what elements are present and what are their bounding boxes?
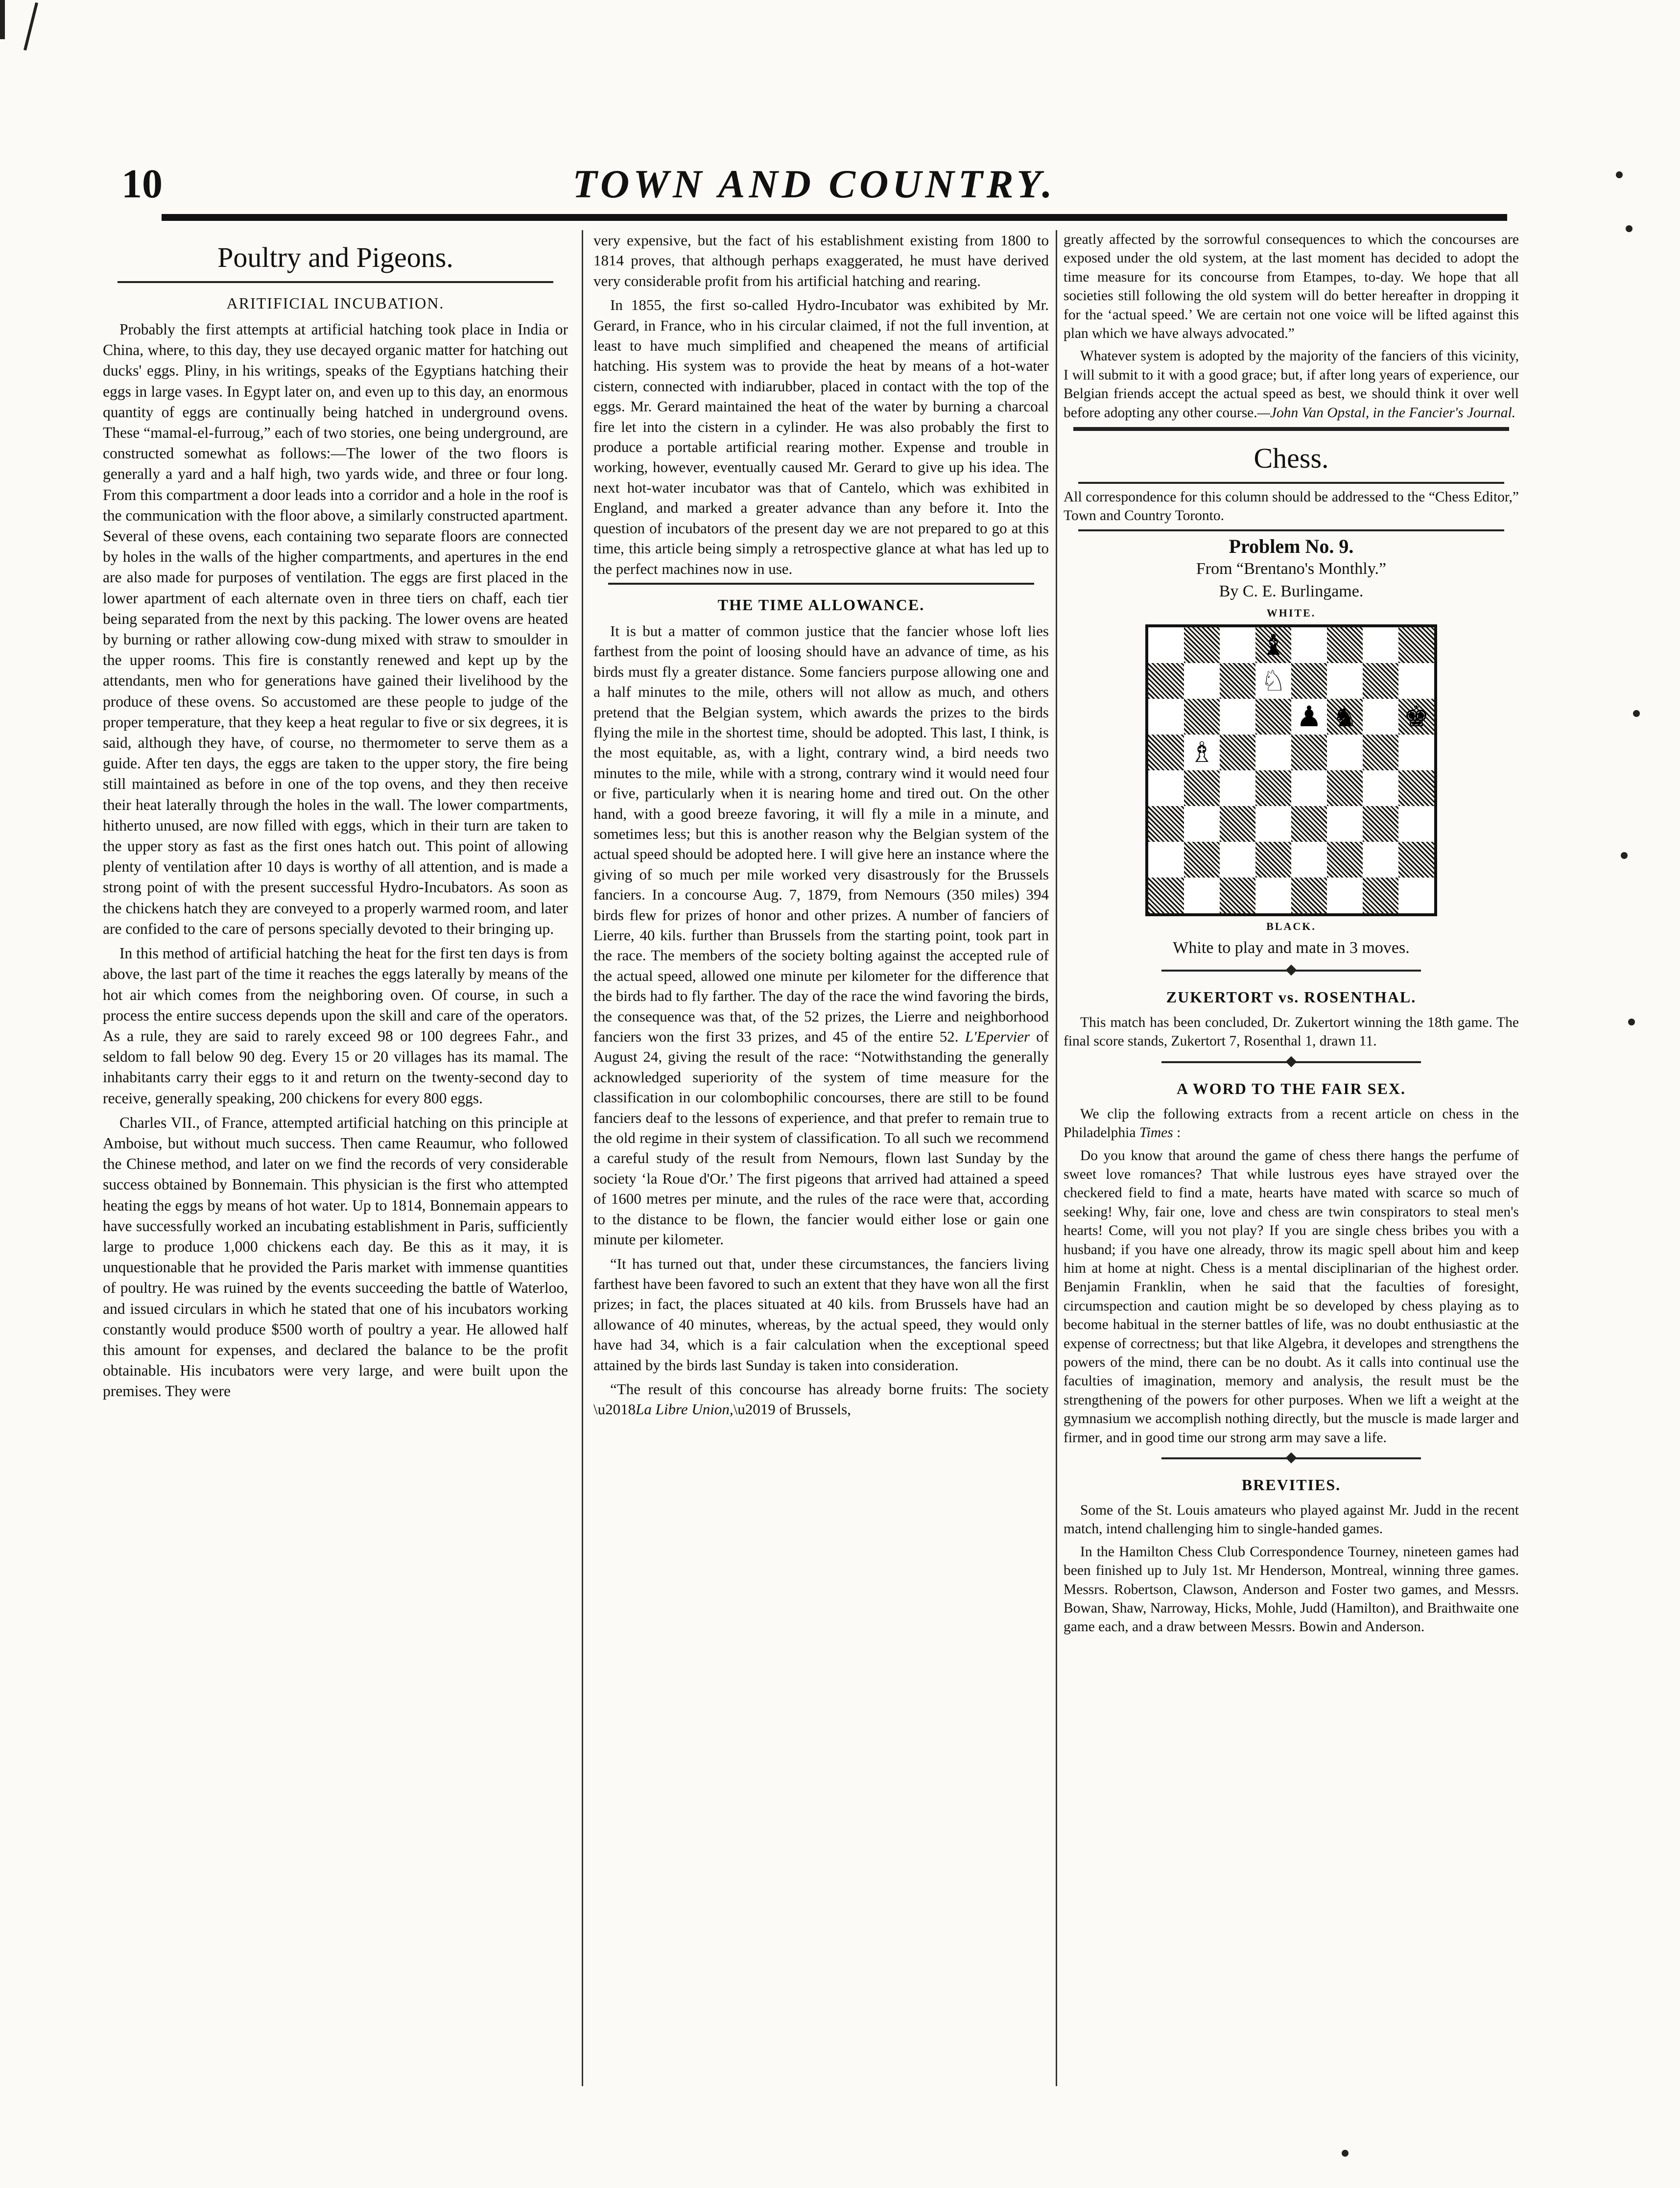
board-square [1398, 663, 1434, 699]
paragraph-text: It is but a matter of common justice that the fancier whose loft lies farthest from the point of loosing should have an advance of time, as his birds must fly a greater distance. Some fanciers purpose allowing one and a half minutes to the mile, others will not allow as much, and others pretend that the Belgian system, which awards the prizes to the birds flying the mile in the shortest time, should be adopted. This last, I think, is the most equitable, as, with a light, contrary wind, a bird needs two minutes to the mile, while with a strong, contrary wind it would need four or five, particularly when it is nearing home and tired out. On the other hand, with a good breeze favoring, it will fly a mile in a minute, and sometimes less; but this is another reason why the Belgian system of the actual speed should be adopted here. I will give here an instance where the giving of so much per mile worked very disastrously for the Brussels fanciers. In a concourse Aug. 7, 1879, from Nemours (350 miles) 394 birds flew for prizes of honor and other prizes. A number of fanciers of Lierre, 40 kils. further than Brussels from the starting point, took part in the race. The members of the society bolting against the accepted rule of the actual speed, allowed one minute per kilometer for the difference that the birds had to fly farther. The day of the race the wind favoring the birds, the consequence was that, of the 52 prizes, the Lierre and neighborhood fanciers won the first 33 prizes, and 45 of the entire 52. [593, 622, 1049, 1046]
ornament-rule [1161, 1056, 1421, 1069]
column-divider [582, 230, 583, 2086]
masthead [121, 160, 1507, 214]
publication-name: Times [1139, 1125, 1173, 1141]
board-square [1291, 878, 1327, 913]
paragraph-text: Whatever system is adopted by the majority of the fanciers of this vicinity, I will submit to it with a good grace; but, if after long years of experience, our Belgian friends accept the actual speed as best, we should think it over well before adopting any other course. [1064, 348, 1519, 421]
board-square [1327, 627, 1363, 663]
board-square [1398, 770, 1434, 806]
white-side-label: WHITE. [1266, 606, 1316, 619]
board-square [1291, 770, 1327, 806]
article-paragraph: “The result of this concourse has already borne fruits: The society \u2018La Libre Union,\u2019 of Brussels, [593, 1380, 1049, 1418]
column-pigeons [593, 230, 1049, 2101]
brevity-item: In the Hamilton Chess Club Correspondence Tourney, nineteen games had been finished up to July 1st. Mr Henderson, Montreal, winning three games. Messrs. Robertson, Clawson, Anderson and Foster two games, and Messrs. Bowan, Shaw, Narroway, Hicks, Mohle, Judd (Hamilton), and Braithwaite one game each, and a draw between Messrs. Bowin and Anderson. [1064, 1544, 1519, 1635]
problem-title: Problem No. 9. [1229, 535, 1354, 557]
black-side-label: BLACK. [1266, 920, 1316, 932]
board-square [1327, 735, 1363, 770]
article-paragraph: Do you know that around the game of chess there hangs the perfume of sweet love romances? That while lustrous eyes have strayed over the checkered field to find a mate, hearts have mated with scarce so much of seeking! Why, fair one, love and chess are twin conspirators to steal men's hearts! Come, will you not play? If you are single chess bribes you with a husband; if you have one already, throw its magic spell about him and keep him at home at night. Chess is a mental disciplinarian of the highest order. Benjamin Franklin, when he said that the faculties of foresight, circumspection and caution might be so developed by chess playing as to become habitual in the sterner battles of life, was no doubt enthusiastic at the expense of correctness; but that like Algebra, it developes and strengthens the powers of the mind, there can be no doubt. As it calls into continual use the faculties of imagination, memory and analysis, the result must be the strengthening of the powers for other purposes. When we lift a weight at the gymnasium we accomplish nothing directly, but the muscle is made larger and firmer, and in good time our strong arm may save a life. [1064, 1147, 1519, 1446]
board-square [1184, 770, 1220, 806]
article-rule [608, 583, 1034, 585]
board-square [1220, 806, 1255, 842]
scan-corner-mark [0, 0, 44, 54]
match-text: This match has been concluded, Dr. Zukertort winning the 18th game. The final score stands, Zukertort 7, Rosenthal 1, drawn 11. [1064, 1014, 1519, 1049]
board-square [1255, 842, 1291, 878]
paragraph-text: “The result of this concourse has already borne fruits: The society [610, 1380, 1049, 1398]
scan-speck [1626, 225, 1633, 232]
board-square [1398, 806, 1434, 842]
article-paragraph: “It has turned out that, under these circumstances, the fanciers living farthest have been favored to such an extent that they have won all the first prizes; in fact, the places situated at 40 kils. from Brussels have had an allowance of 40 minutes, whereas, by the actual speed, they would only have had 34, which is a fair calculation when the exceptional speed attained by the birds last Sunday is taken into consideration. [593, 1255, 1049, 1374]
scan-speck [1621, 852, 1628, 859]
brevity-item: Some of the St. Louis amateurs who played against Mr. Judd in the recent match, intend challenging him to single-handed games. [1064, 1502, 1519, 1537]
article-paragraph: Charles VII., of France, attempted artificial hatching on this principle at Amboise, but without much success. Then came Reaumur, who followed the Chinese method, and later on we find the records of very considerable success obtained by Bonnemain. This physician is the first who attempted heating the eggs by means of hot water. Up to 1814, Bonnemain appears to have successfully worked an incubating establishment in Paris, sufficiently large to produce 1,000 chickens each day. Be this as it may, it is unquestionable that he provided the Paris market with immense quantities of poultry. He was ruined by the events succeeding the battle of Waterloo, and issued circulars in which he stated that one of his incubators working constantly would produce $500 worth of poultry a year. He allowed half this amount for expenses, and declared the balance to be the profit obtainable. His incubators were very large, and were built upon the premises. They were [103, 1114, 568, 1400]
ornament-rule [1161, 1452, 1421, 1465]
board-square [1148, 627, 1184, 663]
board-square [1255, 770, 1291, 806]
board-square [1148, 878, 1184, 913]
board-square [1148, 699, 1184, 735]
board-square [1291, 735, 1327, 770]
board-square [1363, 842, 1398, 878]
article-paragraph: In this method of artificial hatching the heat for the first ten days is from above, the last part of the time it reaches the eggs laterally by means of the hot air which comes from the neighboring oven. Of course, in such a process the entire success depends upon the skill and care of the operators. As a rule, they are said to rarely exceed 98 or 100 degrees Fahr., and seldom to fall below 90 deg. Every 15 or 20 villages has its mamal. The inhabitants carry their eggs to it and return on the twenty-second day to receive, generally speaking, 200 chickens for every 800 eggs. [103, 945, 568, 1107]
board-square [1255, 699, 1291, 735]
brevities-title: BREVITIES. [1241, 1476, 1341, 1494]
problem-author: By C. E. Burlingame. [1219, 582, 1364, 600]
board-square [1184, 806, 1220, 842]
article-paragraph: In 1855, the first so-called Hydro-Incubator was exhibited by Mr. Gerard, in France, who in his circular claimed, if not the full invention, at least to have much simplified and cheapened the means of artificial hatching. His system was to provide the heat by means of a hot-water cistern, connected with indiarubber, placed in contact with the top of the eggs. Mr. Gerard maintained the heat of the water by burning a charcoal fire let into the cistern in a cylinder. He was also probably the first to produce a portable artificial rearing mother. Expense and trouble in working, however, eventually caused Mr. Gerard to give up his idea. The next hot-water incubator was that of Cantelo, which was exhibited in England, and marked a greater advance than any before it. Into the question of incubators of the present day we are not prepared to go at this time, this article being simply a retrospective glance at what has led up to the perfect machines now in use. [593, 296, 1049, 577]
board-square [1363, 770, 1398, 806]
article-paragraph: greatly affected by the sorrowful consequences to which the concourses are exposed under the old system, at the last moment has decided to adopt the time measure for its concourse from Etampes, to-day. We hope that all societies still following the old system will do better hereafter in dropping it for the ‘actual speed.’ We are certain not one voice will be lifted against this plan which we have always advocated.” [1064, 232, 1519, 342]
board-square [1291, 806, 1327, 842]
chess-notice: All correspondence for this column should be addressed to the “Chess Editor,” Town and Country Toronto. [1064, 489, 1519, 524]
board-square [1327, 770, 1363, 806]
chess-problem-header [1064, 535, 1519, 603]
board-square [1184, 878, 1220, 913]
chess-section-title: Chess. [1254, 442, 1329, 475]
article-paragraph [593, 621, 1049, 1250]
board-square [1148, 770, 1184, 806]
newspaper-title: TOWN AND COUNTRY. [572, 162, 1056, 206]
article-paragraph: very expensive, but the fact of his establishment existing from 1800 to 1814 proves, that although perhaps exaggerated, he must have derived very considerable profit from his artificial hatching and rearing. [593, 232, 1049, 289]
board-square [1220, 735, 1255, 770]
chess-piece-icon: ♚ [1403, 699, 1429, 733]
section-rule [1078, 529, 1504, 531]
page-number: 10 [121, 161, 163, 207]
board-square [1148, 735, 1184, 770]
paragraph-text: of August 24, [593, 1028, 1049, 1066]
section-rule [1073, 427, 1509, 431]
board-square [1255, 806, 1291, 842]
board-square [1363, 806, 1398, 842]
section-rule [118, 281, 553, 283]
board-square [1327, 663, 1363, 699]
chess-piece-icon: ♟ [1296, 699, 1322, 733]
board-square [1148, 806, 1184, 842]
board-square [1327, 806, 1363, 842]
board-square [1220, 699, 1255, 735]
board-square [1220, 663, 1255, 699]
chess-piece-icon: ♞ [1332, 699, 1358, 733]
paragraph-text: : [1177, 1125, 1181, 1141]
board-square [1184, 842, 1220, 878]
article-title: THE TIME ALLOWANCE. [717, 595, 925, 614]
board-square [1220, 770, 1255, 806]
column-poultry [103, 230, 568, 2101]
board-square [1184, 699, 1220, 735]
paragraph-text: We clip the following extracts from a recent article on chess in the Philadelphia [1064, 1106, 1519, 1141]
article-signature: —John Van Opstal, in the Fancier's Journal. [1257, 404, 1516, 421]
column-divider [1056, 230, 1057, 2086]
board-square [1291, 842, 1327, 878]
article-paragraph: Probably the first attempts at artificial hatching took place in India or China, where, to this day, they use decayed organic matter for hatching out ducks' eggs. Pliny, in his writings, speaks of the Egyptians hatching their eggs in large vases. In Egypt later on, and even up to this day, an enormous quantity of eggs are continually being hatched in underground ovens. These “mamal-el-furroug,” each of two stories, one being underground, are constructed somewhat as follows:—The lower of the two floors is generally a yard and a half high, two yards wide, and three or four long. From this compartment a door leads into a corridor and a hole in the roof is the communication with the floor above, a similarly constructed apartment. Several of these ovens, each containing two separate floors are connected by holes in the walls of the higher compartments, and apertures in the end are also made for purposes of ventilation. The eggs are first placed in the lower apartment of each alternate oven in three tiers on chaff, each tier being separated from the next by this packing. The lower ovens are heated by burning or rather allowing cow-dung mixed with straw to smoulder in the upper rooms. This fire is constantly renewed and kept up by the attendants, men who for generations have gained their livelihood by the produce of these ovens. So accustomed are these people to judge of the proper temperature, that they keep a heat regular to five or six degrees, it is said, although they have, of course, no thermometer to serve them as a guide. After ten days, the eggs are taken to the upper story, the fire being still maintained as before in one of the top ovens, and they then receive their heat laterally through the holes in the wall. The lower compartments, hitherto unused, are now filled with eggs, which in their turn are taken to the upper story as fast as the first ones hatch out. This point of allowing plenty of ventilation after 10 days is worthy of all attention, and is made a strong point of with the present successful Hydro-Incubators. As soon as the chickens hatch they are conveyed to a properly warmed room, and later are confided to the care of persons specially devoted to their bringing up. [103, 321, 568, 937]
chess-piece-icon: ♗ [1189, 735, 1215, 769]
problem-caption: White to play and mate in 3 moves. [1173, 938, 1410, 957]
chess-board [1145, 624, 1437, 916]
board-square [1398, 735, 1434, 770]
publication-name: La Libre Union, [636, 1401, 734, 1418]
board-square [1363, 663, 1398, 699]
board-square [1291, 627, 1327, 663]
board-square [1363, 699, 1398, 735]
paragraph-text: of Brussels, [775, 1401, 851, 1418]
article-paragraph [1064, 347, 1519, 422]
board-square [1148, 663, 1184, 699]
board-square [1291, 663, 1327, 699]
scan-speck [1628, 1019, 1635, 1025]
board-square [1255, 735, 1291, 770]
scan-speck [1342, 2150, 1349, 2157]
board-square [1363, 627, 1398, 663]
scan-speck [1633, 710, 1640, 717]
board-square [1327, 878, 1363, 913]
board-square [1363, 735, 1398, 770]
problem-source: From “Brentano's Monthly.” [1196, 559, 1387, 578]
board-square [1327, 842, 1363, 878]
board-square [1184, 627, 1220, 663]
article-title: A WORD TO THE FAIR SEX. [1176, 1079, 1406, 1097]
board-square [1220, 627, 1255, 663]
article-title: ARITIFICIAL INCUBATION. [226, 294, 445, 312]
chess-piece-icon: ♘ [1260, 664, 1286, 697]
scan-speck [1616, 171, 1623, 178]
match-title: ZUKERTORT vs. ROSENTHAL. [1166, 988, 1417, 1006]
ornament-rule [1161, 964, 1421, 977]
board-square [1220, 842, 1255, 878]
board-square [1363, 878, 1398, 913]
board-square [1398, 627, 1434, 663]
board-square [1255, 878, 1291, 913]
section-title: Poultry and Pigeons. [217, 241, 453, 273]
section-rule [1078, 482, 1504, 484]
board-square [1184, 663, 1220, 699]
article-paragraph [1064, 1105, 1519, 1142]
paragraph-text: giving the result of the race: “Notwithstanding the generally acknowledged superiority of the system of time measure for the classification in our colombophilic concourses, there are still to be found fanciers deaf to the lessons of experience, and that prefer to remain true to the old regime in their system of classification. To all such we recommend a careful study of the result from Nemours, flown last Sunday by the society ‘la Roue d'Or.’ The first pigeons that arrived had attained a speed of 1600 metres per minute, and the rules of the race were that, according to the distance to be flown, the fancier would either lose or gain one minute per kilometer. [593, 1048, 1049, 1248]
publication-name: L'Epervier [965, 1028, 1030, 1046]
board-square [1398, 878, 1434, 913]
chess-piece-icon: ♝ [1260, 628, 1286, 662]
column-chess [1064, 230, 1519, 2101]
board-square [1220, 878, 1255, 913]
board-square [1148, 842, 1184, 878]
masthead-rule [162, 214, 1507, 221]
board-square [1398, 842, 1434, 878]
